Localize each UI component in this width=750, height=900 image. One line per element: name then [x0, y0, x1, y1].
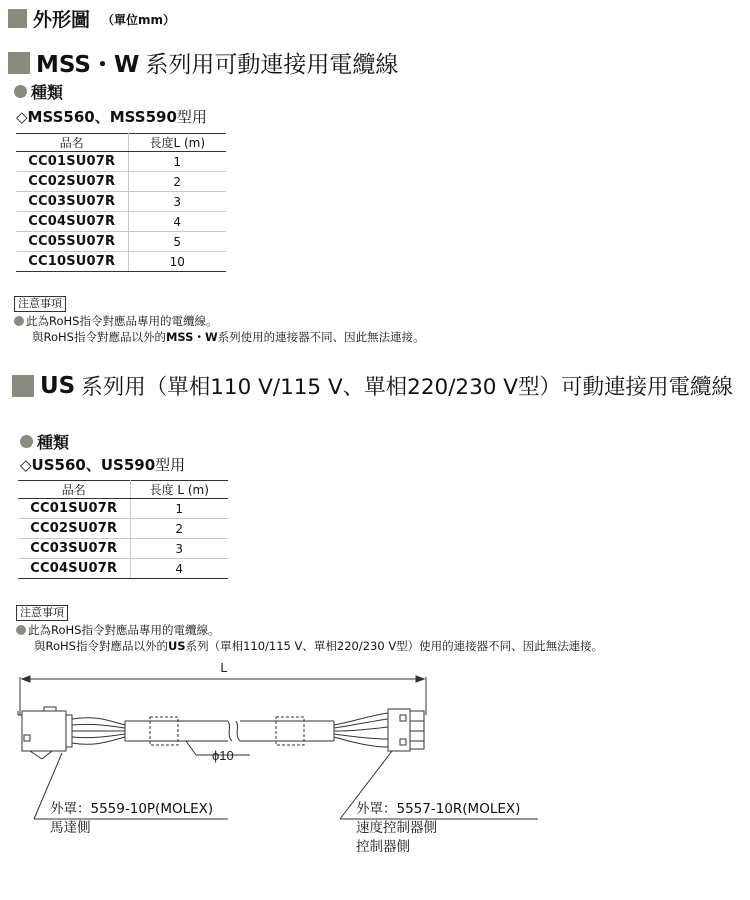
cell-length: 4 — [128, 212, 226, 232]
section1-title-bold: MSS・W — [36, 52, 140, 78]
section2-title — [12, 370, 733, 401]
section2-models — [20, 454, 185, 475]
section2-title-rest: 系列用（單相110 V/115 V、單相220/230 V型）可動連接用電纜線 — [81, 375, 734, 400]
table-row — [16, 172, 226, 192]
table-row — [16, 232, 226, 252]
table-header-row — [18, 481, 228, 499]
arrow-right-icon — [416, 676, 424, 682]
left-callout — [50, 800, 213, 838]
circle-bullet-icon — [20, 435, 33, 448]
note-line-2-bold: US — [167, 639, 186, 653]
section-square-icon — [12, 375, 34, 397]
left-callout-housing: 外罩：5559-10P(MOLEX) — [50, 801, 214, 817]
cell-length: 4 — [130, 559, 228, 579]
cell-length: 5 — [128, 232, 226, 252]
left-connector-body — [22, 711, 66, 751]
cable-drawing — [0, 655, 750, 900]
left-connector-latch — [44, 707, 56, 711]
section2-models-bold: US560、US590 — [31, 456, 156, 474]
right-callout — [356, 800, 520, 857]
page-title-text: 外形圖 — [33, 8, 91, 31]
cell-code: CC01SU07R — [18, 499, 130, 519]
section1-models-bold: MSS560、MSS590 — [27, 108, 177, 126]
note-line-2 — [16, 638, 603, 654]
arrow-left-icon — [22, 676, 30, 682]
note-line-2-post: 系列使用的連接器不同、因此無法連接。 — [217, 330, 425, 344]
cell-code: CC02SU07R — [16, 172, 128, 192]
section1-subheading — [14, 80, 63, 103]
table-row — [18, 499, 228, 519]
note-bullet-icon — [16, 625, 26, 635]
left-connector-rear — [66, 715, 72, 747]
length-label: L — [220, 660, 228, 675]
table-header-row — [16, 134, 226, 152]
section-square-icon — [8, 52, 30, 74]
section2-note — [16, 601, 603, 654]
cell-code: CC05SU07R — [16, 232, 128, 252]
section1-title-rest: 系列用可動連接用電纜線 — [145, 52, 399, 78]
page-title — [8, 6, 175, 30]
left-connector-pin — [24, 735, 30, 741]
diameter-label: ϕ10 — [212, 748, 234, 763]
table-row — [16, 252, 226, 272]
cell-length: 2 — [128, 172, 226, 192]
table-row — [18, 539, 228, 559]
note-line-2 — [14, 329, 425, 345]
diamond-icon: ◇ — [20, 456, 32, 474]
note-line-2-pre: 與RoHS指令對應品以外的 — [32, 330, 166, 344]
table-row — [16, 192, 226, 212]
table-row — [18, 519, 228, 539]
col-header-code: 品名 — [16, 134, 128, 152]
note-label: 注意事項 — [16, 605, 68, 621]
cell-code: CC10SU07R — [16, 252, 128, 272]
col-header-length: 長度L (m) — [128, 134, 226, 152]
section2-models-suffix: 型用 — [155, 456, 186, 474]
circle-bullet-icon — [14, 85, 27, 98]
cell-code: CC04SU07R — [16, 212, 128, 232]
section1-subheading-text: 種類 — [31, 83, 64, 102]
note-line-2-post: 系列（單相110/115 V、單相220/230 V型）使用的連接器不同、因此無法連接。 — [185, 639, 604, 653]
table-row — [18, 559, 228, 579]
table-row — [16, 152, 226, 172]
note-line-2-pre: 與RoHS指令對應品以外的 — [34, 639, 168, 653]
section1-title — [8, 46, 398, 79]
note-line-1 — [16, 622, 603, 638]
note-label: 注意事項 — [14, 296, 66, 312]
note-line-1-text: 此為RoHS指令對應品專用的電纜線。 — [26, 314, 218, 328]
diamond-icon: ◇ — [16, 108, 28, 126]
section1-models — [16, 106, 207, 127]
note-line-1-text: 此為RoHS指令對應品專用的電纜線。 — [28, 623, 220, 637]
cell-code: CC01SU07R — [16, 152, 128, 172]
section1-models-suffix: 型用 — [176, 108, 207, 126]
section2-subheading — [20, 430, 69, 453]
note-bullet-icon — [14, 316, 24, 326]
col-header-code: 品名 — [18, 481, 130, 499]
heading-square-icon — [8, 9, 27, 28]
cell-length: 2 — [130, 519, 228, 539]
cell-code: CC02SU07R — [18, 519, 130, 539]
section1-note — [14, 292, 425, 345]
right-connector-body — [388, 709, 410, 751]
right-callout-side-1: 速度控制器側 — [356, 820, 437, 836]
cell-length: 1 — [130, 499, 228, 519]
cell-length: 3 — [128, 192, 226, 212]
note-line-2-bold: MSS・W — [165, 330, 218, 344]
page-title-unit: （單位mm） — [102, 13, 176, 27]
note-line-1 — [14, 313, 425, 329]
cell-code: CC04SU07R — [18, 559, 130, 579]
section2-subheading-text: 種類 — [37, 433, 70, 452]
left-callout-side: 馬達側 — [50, 820, 91, 836]
cell-code: CC03SU07R — [18, 539, 130, 559]
cell-length: 3 — [130, 539, 228, 559]
cell-code: CC03SU07R — [16, 192, 128, 212]
right-callout-side-2: 控制器側 — [356, 839, 410, 855]
right-callout-housing: 外罩：5557-10R(MOLEX) — [356, 801, 521, 817]
cell-length: 1 — [128, 152, 226, 172]
cell-length: 10 — [128, 252, 226, 272]
section2-title-bold: US — [40, 372, 76, 399]
section2-table — [18, 480, 228, 579]
table-row — [16, 212, 226, 232]
col-header-length: 長度 L (m) — [130, 481, 228, 499]
section1-table — [16, 133, 226, 272]
